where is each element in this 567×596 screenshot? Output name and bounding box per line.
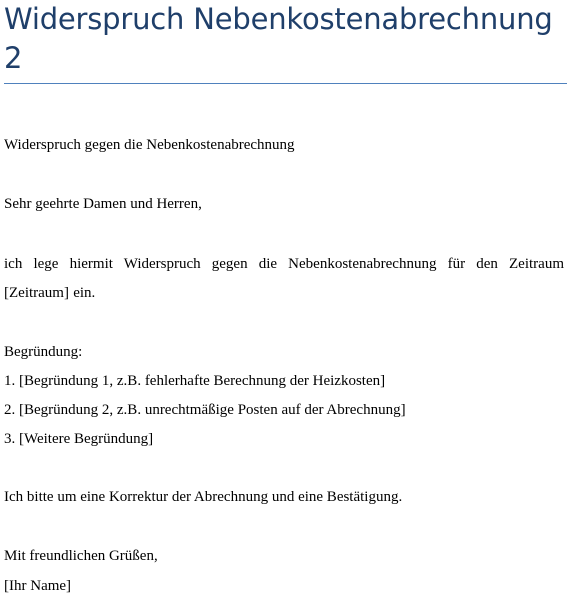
request-paragraph: Ich bitte um eine Korrektur der Abrechnung und eine Bestätigung. bbox=[4, 489, 403, 505]
subject-line: Widerspruch gegen die Nebenkostenabrechnung bbox=[4, 137, 295, 153]
reason-item-1: 1. [Begründung 1, z.B. fehlerhafte Berechnung der Heizkosten] bbox=[4, 373, 386, 389]
reason-item-3: 3. [Weitere Begründung] bbox=[4, 431, 154, 447]
intro-paragraph: ich lege hiermit Widerspruch gegen die Nebenkostenabrechnung für den Zeitraum [Zeitraum] ein. bbox=[4, 256, 564, 301]
closing-line: Mit freundlichen Grüßen, bbox=[4, 548, 158, 564]
salutation: Sehr geehrte Damen und Herren, bbox=[4, 196, 202, 212]
document-title: Widerspruch Nebenkostenabrechnung 2 bbox=[4, 2, 553, 75]
reason-item-2: 2. [Begründung 2, z.B. unrechtmäßige Posten auf der Abrechnung] bbox=[4, 402, 406, 418]
reasons-heading: Begründung: bbox=[4, 344, 83, 360]
title-divider bbox=[4, 83, 567, 84]
signature-placeholder: [Ihr Name] bbox=[4, 578, 72, 594]
